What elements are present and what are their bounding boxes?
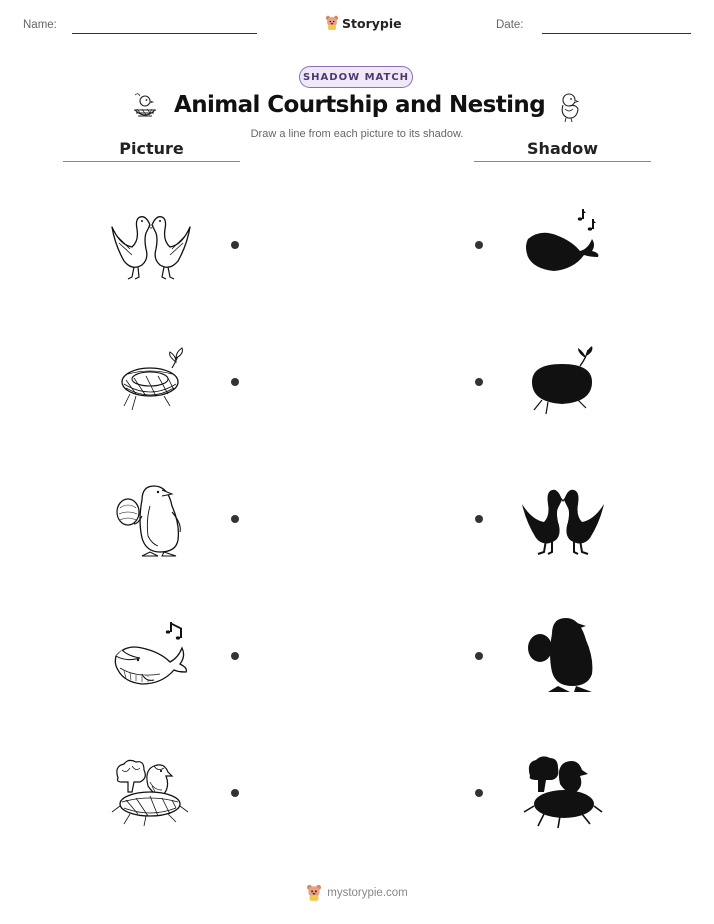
bird-nest-icon <box>106 344 196 424</box>
penguin-with-egg-icon <box>106 480 196 560</box>
picture-dot-4[interactable] <box>231 652 239 660</box>
picture-item-5 <box>106 756 196 836</box>
picture-item-2 <box>106 344 196 424</box>
footer <box>0 884 714 902</box>
chick-decoration-icon <box>556 91 584 123</box>
picture-dot-5[interactable] <box>231 789 239 797</box>
picture-item-4 <box>106 618 196 698</box>
picture-dot-1[interactable] <box>231 241 239 249</box>
shadow-dot-3[interactable] <box>475 515 483 523</box>
name-field-line[interactable] <box>72 33 257 34</box>
shadow-dot-4[interactable] <box>475 652 483 660</box>
date-field-line[interactable] <box>542 33 691 34</box>
shadow-item-5 <box>518 754 608 834</box>
shadow-item-4 <box>518 614 608 694</box>
picture-dot-2[interactable] <box>231 378 239 386</box>
bear-mascot-icon <box>325 15 339 31</box>
eagle-in-nest-icon <box>106 756 196 836</box>
picture-column-heading: Picture <box>119 139 184 158</box>
picture-dot-3[interactable] <box>231 515 239 523</box>
bear-mascot-icon <box>306 884 322 902</box>
nest-decoration-icon <box>132 92 158 120</box>
shadow-column-heading: Shadow <box>527 139 598 158</box>
shadow-dot-2[interactable] <box>475 378 483 386</box>
shadow-item-2 <box>518 344 608 424</box>
brand-logo <box>325 13 402 33</box>
bird-nest-shadow-icon <box>518 344 608 424</box>
penguin-with-egg-shadow-icon <box>518 614 608 694</box>
picture-item-3 <box>106 480 196 560</box>
shadow-dot-1[interactable] <box>475 241 483 249</box>
shadow-match-badge: SHADOW MATCH <box>299 66 413 88</box>
dancing-birds-icon <box>106 205 196 285</box>
brand-name: Storypie <box>342 15 402 31</box>
shadow-item-1 <box>518 205 608 285</box>
instructions-text: Draw a line from each picture to its shadow. <box>250 128 464 140</box>
shadow-item-3 <box>518 480 608 560</box>
eagle-in-nest-shadow-icon <box>518 754 608 834</box>
picture-item-1 <box>106 205 196 285</box>
dancing-birds-shadow-icon <box>518 480 608 560</box>
singing-whale-icon <box>106 618 196 698</box>
date-label: Date: <box>496 19 524 31</box>
shadow-column-rule <box>474 161 651 162</box>
singing-whale-shadow-icon <box>518 205 608 285</box>
name-label: Name: <box>23 19 57 31</box>
picture-column-rule <box>63 161 240 162</box>
page-title: Animal Courtship and Nesting <box>174 92 546 118</box>
footer-url[interactable]: mystorypie.com <box>327 887 408 899</box>
shadow-dot-5[interactable] <box>475 789 483 797</box>
